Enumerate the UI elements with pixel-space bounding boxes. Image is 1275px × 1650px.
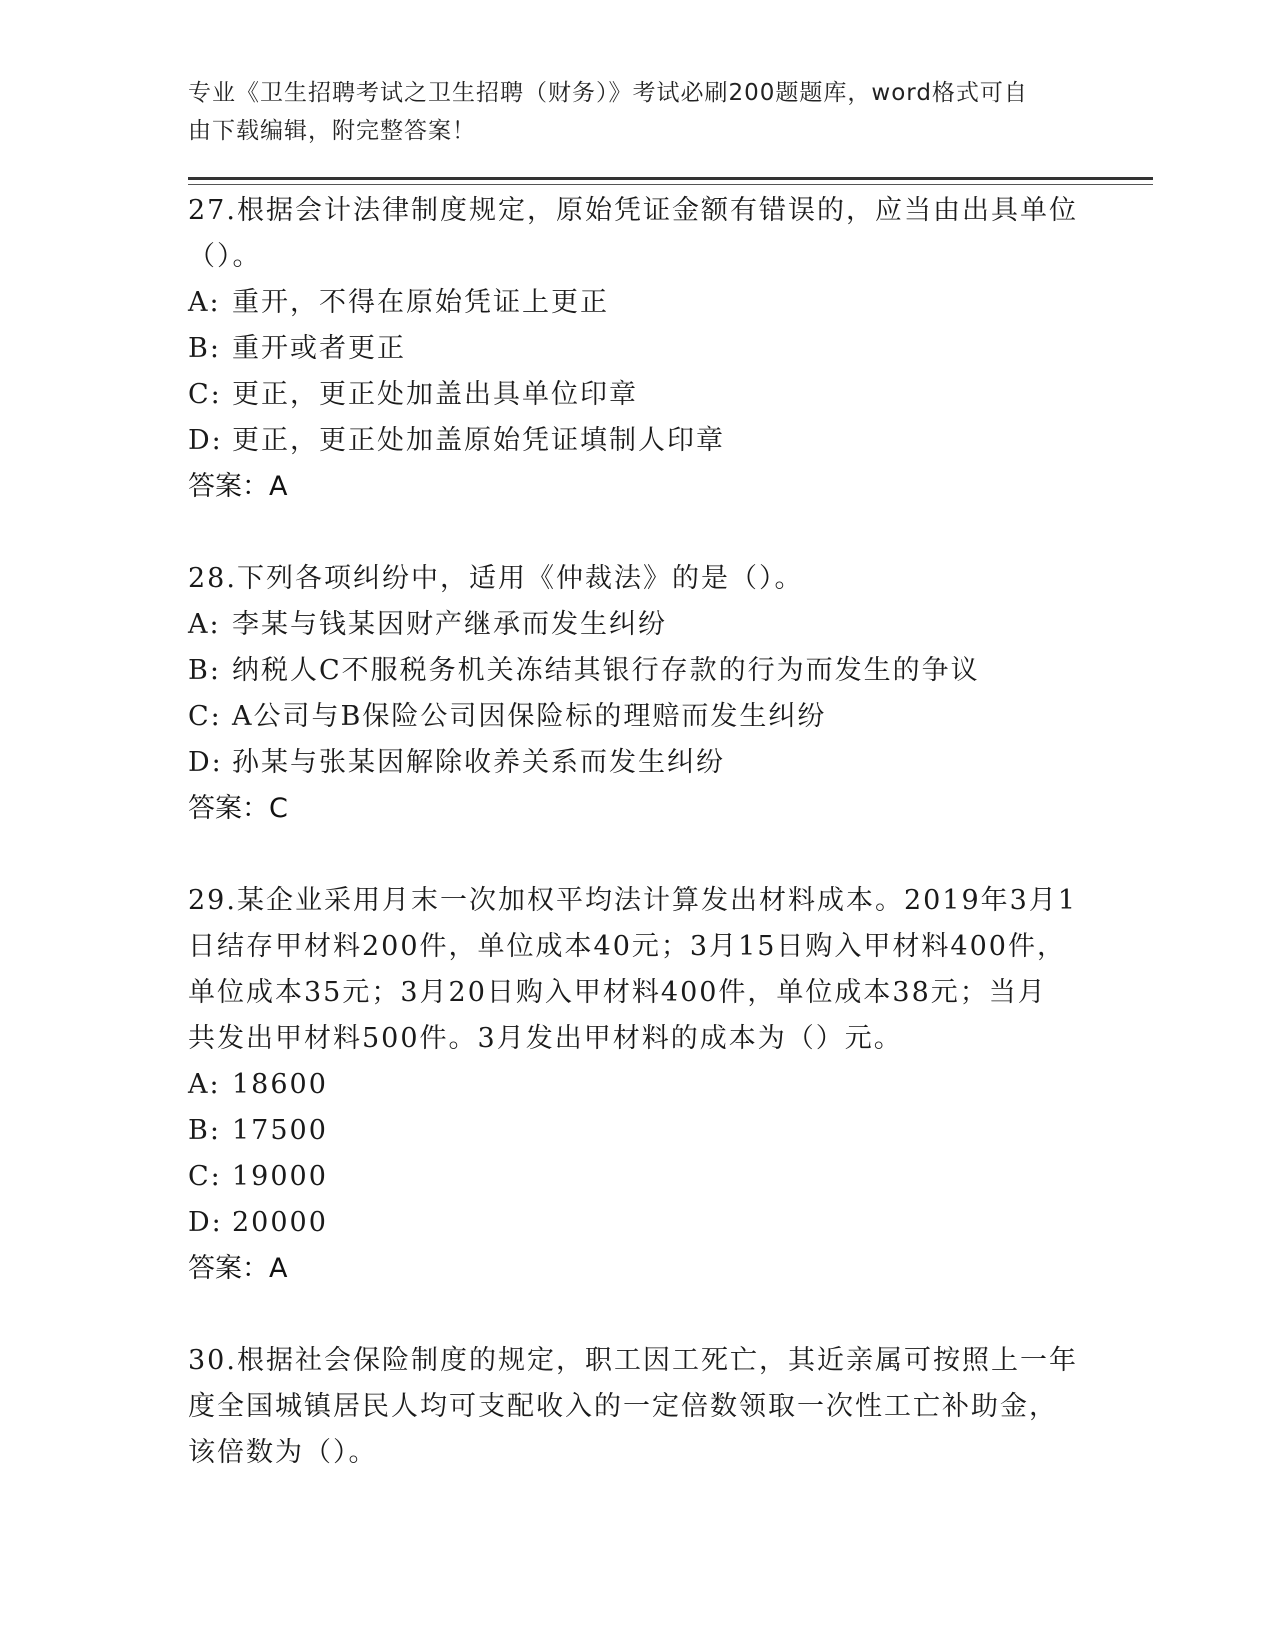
question-stem-line: 28.下列各项纠纷中，适用《仲裁法》的是（）。 [188, 563, 804, 594]
header-rule-thick [188, 177, 1153, 180]
answer-line: 答案：A [188, 1253, 288, 1284]
option-b [188, 326, 1088, 372]
option-letter: D: [188, 1207, 223, 1238]
option-text: 更正，更正处加盖出具单位印章 [232, 379, 638, 410]
option-b [188, 1108, 1088, 1154]
option-letter: B: [188, 655, 221, 686]
question-29 [188, 878, 1088, 1292]
question-spacer [188, 510, 1088, 556]
option-text: A公司与B保险公司因保险标的理赔而发生纠纷 [232, 701, 827, 732]
option-c [188, 372, 1088, 418]
question-30 [188, 1338, 1088, 1476]
option-text: 重开或者更正 [232, 333, 406, 364]
option-letter: B: [188, 1115, 221, 1146]
question-stem-line: 日结存甲材料200件，单位成本40元；3月15日购入甲材料400件， [188, 931, 1066, 962]
header-line-2: 由下载编辑，附完整答案！ [188, 118, 476, 144]
option-d [188, 740, 1088, 786]
option-letter: A: [188, 609, 221, 640]
option-d [188, 418, 1088, 464]
header-rule-thin [188, 184, 1153, 185]
question-28 [188, 556, 1088, 832]
document-header [188, 74, 1068, 150]
option-letter: A: [188, 287, 221, 318]
option-letter: C: [188, 379, 222, 410]
option-a [188, 602, 1088, 648]
question-stem-line: 度全国城镇居民人均可支配收入的一定倍数领取一次性工亡补助金， [188, 1391, 1058, 1422]
question-stem-line: （）。 [188, 241, 262, 272]
option-a [188, 280, 1088, 326]
option-text: 重开，不得在原始凭证上更正 [232, 287, 609, 318]
question-stem-line: 单位成本35元；3月20日购入甲材料400件，单位成本38元；当月 [188, 977, 1047, 1008]
option-letter: C: [188, 1161, 222, 1192]
option-text: 更正，更正处加盖原始凭证填制人印章 [232, 425, 725, 456]
option-text: 孙某与张某因解除收养关系而发生纠纷 [232, 747, 725, 778]
question-stem-line: 27.根据会计法律制度规定，原始凭证金额有错误的，应当由出具单位 [188, 195, 1078, 226]
question-stem-line: 该倍数为（）。 [188, 1437, 378, 1468]
option-text: 19000 [232, 1161, 328, 1192]
header-line-1: 专业《卫生招聘考试之卫生招聘（财务）》考试必刷200题题库，word格式可自 [188, 80, 1028, 106]
option-letter: D: [188, 747, 223, 778]
question-stem-line: 29.某企业采用月末一次加权平均法计算发出材料成本。2019年3月1 [188, 885, 1078, 916]
question-stem-line: 共发出甲材料500件。3月发出甲材料的成本为（）元。 [188, 1023, 903, 1054]
answer-line: 答案：A [188, 471, 288, 502]
question-list [188, 188, 1088, 1476]
option-letter: C: [188, 701, 222, 732]
option-c [188, 694, 1088, 740]
option-text: 李某与钱某因财产继承而发生纠纷 [232, 609, 667, 640]
option-b [188, 648, 1088, 694]
answer-line: 答案：C [188, 793, 288, 824]
option-text: 17500 [232, 1115, 328, 1146]
option-a [188, 1062, 1088, 1108]
option-d [188, 1200, 1088, 1246]
option-c [188, 1154, 1088, 1200]
option-letter: B: [188, 333, 221, 364]
option-text: 20000 [232, 1207, 328, 1238]
question-spacer [188, 832, 1088, 878]
question-27 [188, 188, 1088, 510]
option-text: 纳税人C不服税务机关冻结其银行存款的行为而发生的争议 [232, 655, 980, 686]
option-letter: D: [188, 425, 223, 456]
option-letter: A: [188, 1069, 221, 1100]
option-text: 18600 [232, 1069, 328, 1100]
question-stem-line: 30.根据社会保险制度的规定，职工因工死亡，其近亲属可按照上一年 [188, 1345, 1078, 1376]
question-spacer [188, 1292, 1088, 1338]
